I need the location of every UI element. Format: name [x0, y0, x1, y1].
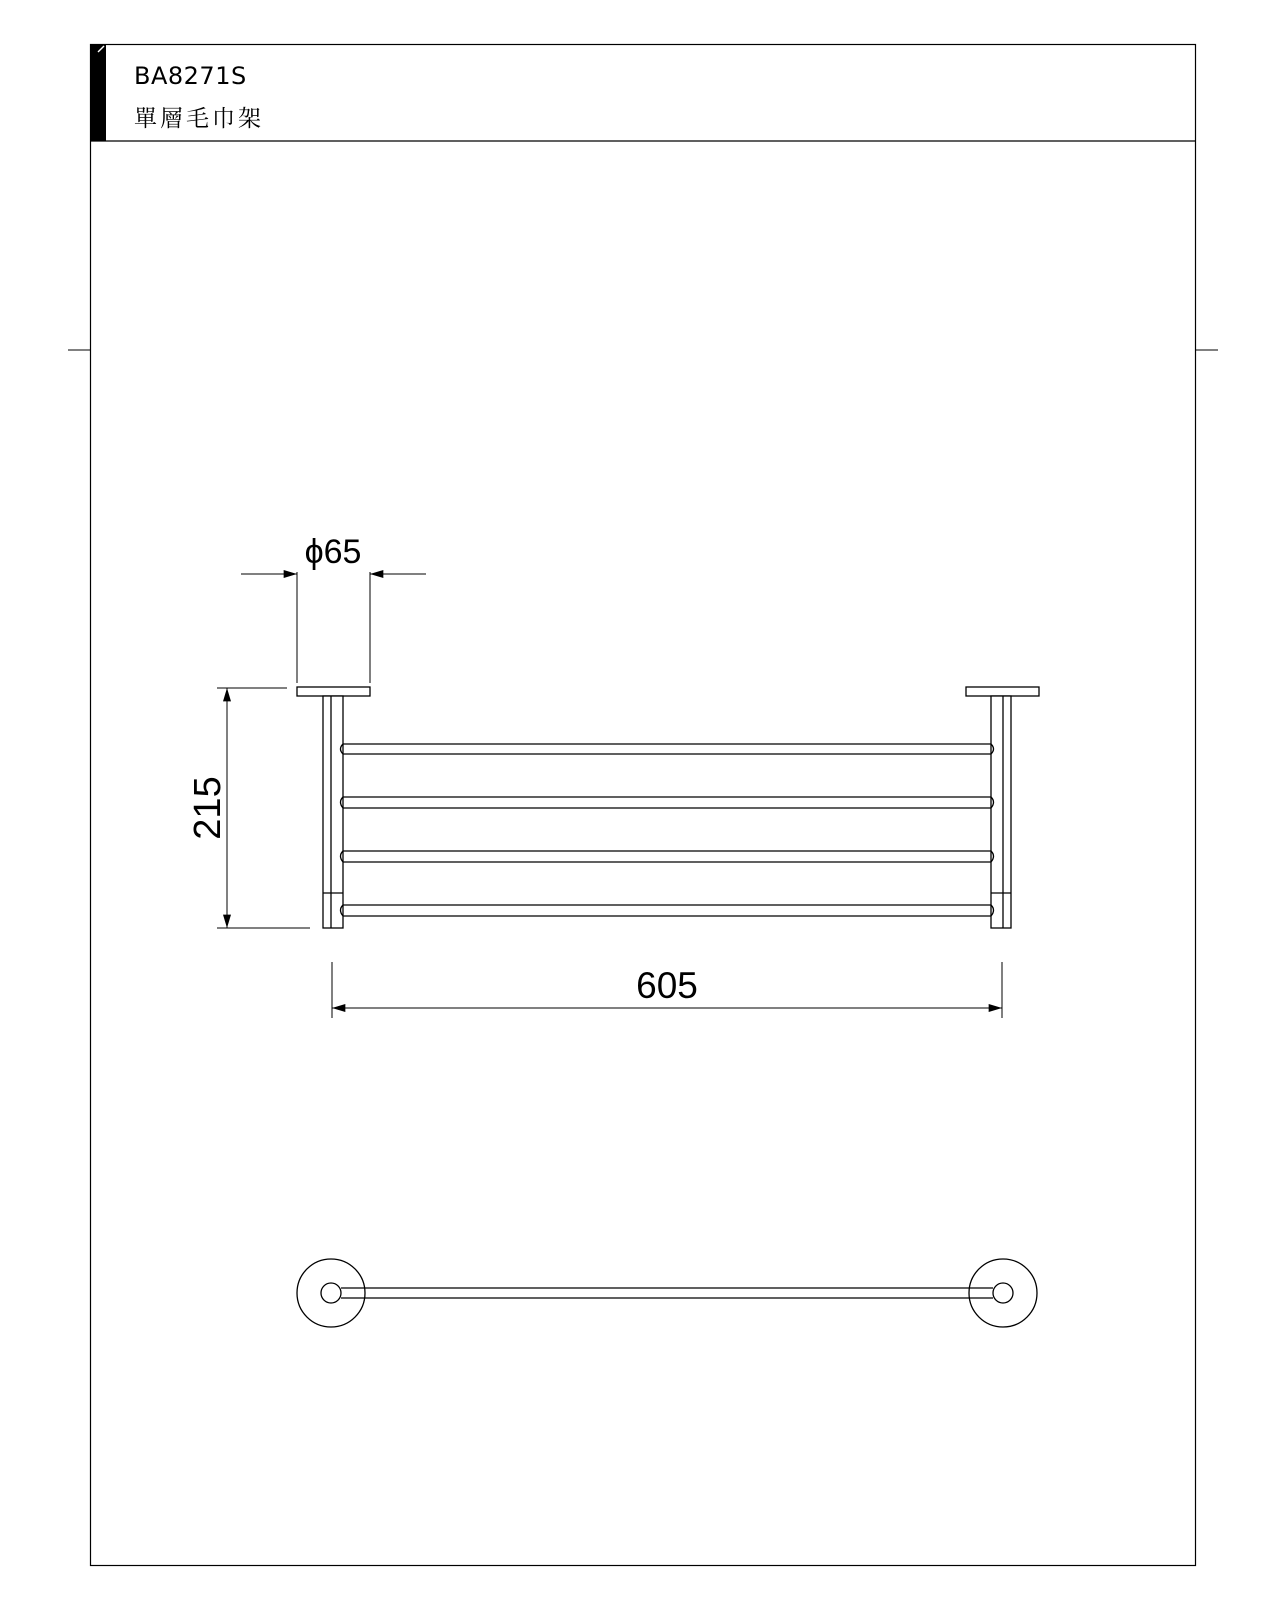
width-label: 605: [636, 965, 698, 1006]
height-dimension: [217, 688, 310, 928]
product-name: 單層毛巾架: [134, 106, 264, 132]
towel-bar: [341, 851, 994, 862]
right-post-circle: [993, 1283, 1013, 1303]
towel-bar: [341, 744, 994, 754]
towel-bar: [341, 797, 994, 808]
model-number: BA8271S: [134, 62, 247, 90]
right-flange: [966, 687, 1039, 696]
towel-bar: [341, 905, 994, 916]
sheet-border: [91, 45, 1196, 1566]
top-view: [297, 1259, 1037, 1327]
front-elevation-view: [297, 687, 1039, 928]
left-post-circle: [321, 1283, 341, 1303]
title-block-bar: [90, 44, 106, 141]
height-label: 215: [187, 776, 229, 840]
towel-bars: [341, 744, 994, 916]
flange-diameter-dimension: [241, 572, 426, 683]
left-flange: [297, 687, 370, 696]
flange-diameter-label: ϕ65: [304, 533, 362, 571]
